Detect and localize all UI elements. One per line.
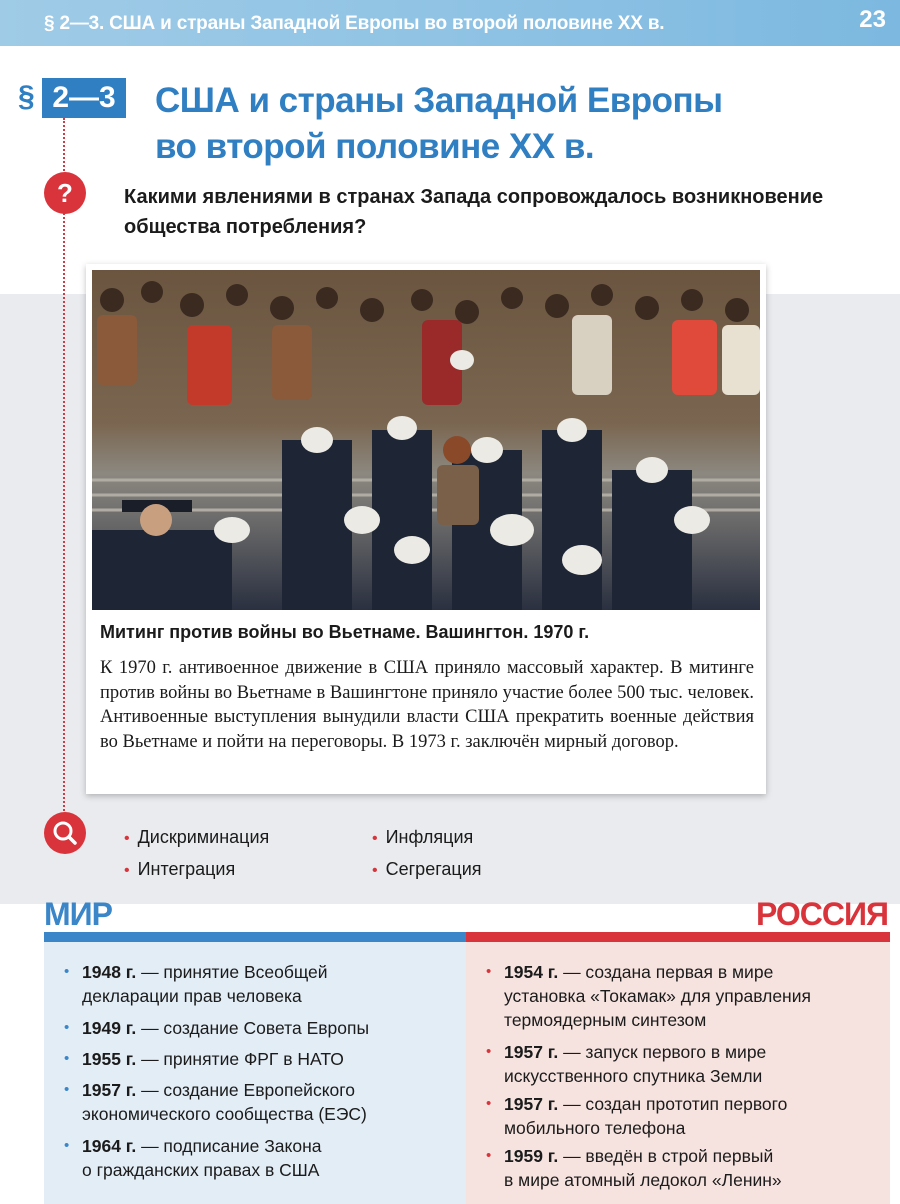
margin-dotted-line: [63, 118, 65, 838]
bullet-icon: •: [124, 830, 130, 847]
protest-photo: [92, 270, 760, 610]
lead-question: Какими явлениями в странах Запада сопровождалось возникновение общества потребления?: [124, 186, 824, 238]
russia-event: • 1954 г. — создана первая в мире установка «Токамак» для управления термоядерным синтезом: [486, 962, 811, 1030]
figure-card: [86, 264, 766, 794]
search-icon: [44, 812, 86, 854]
russia-event: • 1957 г. — запуск первого в мире искусственного спутника Земли: [486, 1042, 767, 1086]
term-item: • Дискриминация: [124, 827, 270, 847]
bullet-icon: •: [372, 830, 378, 847]
bullet-icon: •: [64, 1137, 70, 1154]
key-terms-column-2: [372, 822, 482, 886]
page-number: 23: [859, 6, 886, 33]
section-sign: §: [18, 80, 35, 113]
world-event: • 1955 г. — принятие ФРГ в НАТО: [64, 1049, 344, 1069]
bullet-icon: •: [64, 963, 70, 980]
russia-event: • 1959 г. — введён в строй первый в мире атомный ледокол «Ленин»: [486, 1146, 782, 1190]
chapter-title: [155, 78, 723, 170]
figure-caption-title: Митинг против войны во Вьетнаме. Вашингтон. 1970 г.: [100, 622, 590, 642]
bullet-icon: •: [64, 1081, 70, 1098]
running-head: § 2—3. США и страны Западной Европы во второй половине ХХ в.: [44, 13, 665, 34]
world-event: • 1948 г. — принятие Всеобщей декларации прав человека: [64, 962, 328, 1006]
running-header-bar: [0, 0, 900, 46]
term-item: • Сегрегация: [372, 859, 482, 879]
bullet-icon: •: [486, 963, 492, 980]
world-event: • 1957 г. — создание Европейского экономического сообщества (ЕЭС): [64, 1080, 367, 1124]
world-event: • 1949 г. — создание Совета Европы: [64, 1018, 370, 1038]
bullet-icon: •: [486, 1147, 492, 1164]
world-label: МИР: [44, 896, 112, 932]
question-icon: ?: [44, 172, 86, 214]
bullet-icon: •: [64, 1019, 70, 1036]
russia-label: РОССИЯ: [755, 896, 888, 932]
figure-caption-text: К 1970 г. антивоенное движение в США приняло массовый характер. В митинге против войны во Вьетнаме в Вашингтоне приняло участие более 500 тыс. человек. Антивоенные выступления вынудили власти США прекратить военные действия во Вьетнаме и пойти на переговоры. В 1973 г. заключён мирный договор.: [100, 658, 754, 752]
crowd-photo-illustration: [92, 270, 760, 610]
section-number: 2—3: [42, 78, 126, 118]
russia-bar: [466, 932, 890, 942]
chapter-title-line2: во второй половине ХХ в.: [155, 127, 595, 166]
bullet-icon: •: [124, 862, 130, 879]
bullet-icon: •: [486, 1043, 492, 1060]
russia-event: • 1957 г. — создан прототип первого мобильного телефона: [486, 1094, 788, 1138]
chapter-title-line1: США и страны Западной Европы: [155, 81, 723, 120]
term-item: • Инфляция: [372, 827, 474, 847]
bullet-icon: •: [486, 1095, 492, 1112]
term-item: • Интеграция: [124, 859, 236, 879]
world-event: • 1964 г. — подписание Закона о гражданских правах в США: [64, 1136, 322, 1180]
bullet-icon: •: [372, 862, 378, 879]
key-terms-column-1: [124, 822, 269, 886]
world-bar: [44, 932, 466, 942]
bullet-icon: •: [64, 1050, 70, 1067]
